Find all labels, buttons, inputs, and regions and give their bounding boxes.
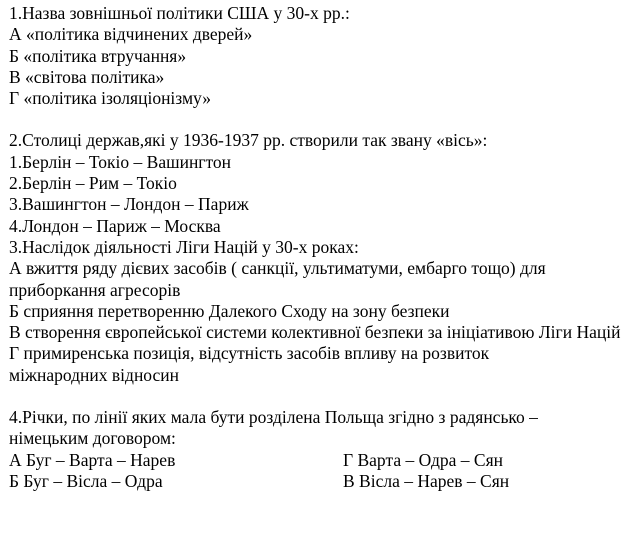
question-1: [9, 3, 624, 109]
question-1-option-v: В «світова політика»: [9, 66, 165, 87]
question-2: [9, 130, 624, 236]
question-2-text: 2.Столиці держав,які у 1936-1937 рр. створили так звану «вісь»:: [9, 130, 488, 151]
question-1-option-a: А «політика відчинених дверей»: [9, 24, 253, 45]
question-3-option-g: Г примиренська позиція, відсутність засобів впливу на розвиток міжнародних відносин: [9, 343, 490, 385]
question-1-option-g: Г «політика ізоляціонізму»: [9, 88, 211, 109]
question-3-option-v: В створення європейської системи колективної безпеки за ініціативою Ліги Націй: [9, 322, 621, 343]
question-2-option-2: 2.Берлін – Рим – Токіо: [9, 173, 177, 194]
question-2-option-4: 4.Лондон – Париж – Москва: [9, 215, 221, 236]
question-4: [9, 407, 624, 492]
question-3-option-a: А вжиття ряду дієвих засобів ( санкції, ультиматуми, ембарго тощо) для приборкання агресорів: [9, 258, 546, 300]
question-3-text: 3.Наслідок діяльності Ліги Націй у 30-х роках:: [9, 236, 359, 257]
question-3: [9, 237, 624, 386]
question-4-text: 4.Річки, по лінії яких мала бути розділена Польща згідно з радянсько –німецьким договором:: [9, 407, 538, 449]
document-body: [9, 3, 624, 492]
question-4-option-a: А Буг – Варта – Нарев: [9, 449, 176, 470]
question-1-text: 1.Назва зовнішньої політики США у 30-х рр.:: [9, 3, 350, 23]
question-1-option-b: Б «політика втручання»: [9, 45, 187, 66]
question-4-options-row-2: [9, 471, 624, 492]
question-4-options-row-1: [9, 450, 624, 471]
question-2-option-3: 3.Вашингтон – Лондон – Париж: [9, 194, 249, 215]
spacer: [9, 109, 624, 130]
question-4-option-b: Б Буг – Вісла – Одра: [9, 470, 163, 491]
question-2-option-1: 1.Берлін – Токіо – Вашингтон: [9, 151, 232, 172]
question-4-option-g: Г Варта – Одра – Сян: [343, 449, 503, 470]
question-3-option-b: Б сприяння перетворенню Далекого Сходу на зону безпеки: [9, 300, 450, 321]
question-4-option-v: В Вісла – Нарев – Сян: [343, 470, 510, 491]
spacer: [9, 386, 624, 407]
